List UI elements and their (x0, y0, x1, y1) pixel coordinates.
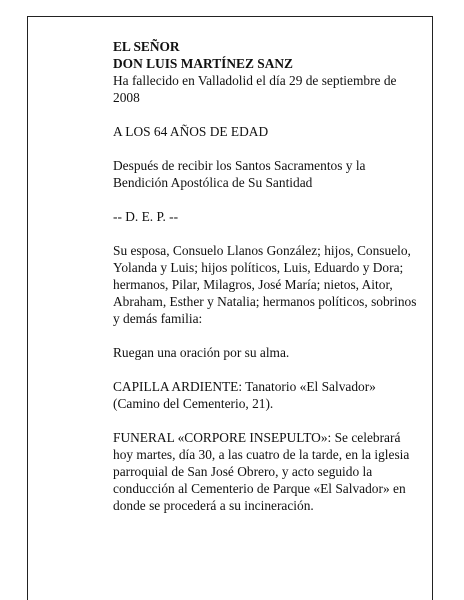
obituary-notice (113, 38, 423, 531)
death-statement: Ha fallecido en Valladolid el día 29 de septiembre de 2008 (113, 73, 397, 105)
deceased-block (113, 38, 423, 106)
sacraments-line: Después de recibir los Santos Sacramentos y la Bendición Apostólica de Su Santidad (113, 158, 366, 190)
deceased-name: DON LUIS MARTÍNEZ SANZ (113, 56, 293, 71)
page-border-right (432, 16, 433, 600)
page-border-left (27, 16, 28, 600)
age-line: A LOS 64 AÑOS DE EDAD (113, 124, 269, 139)
chapel-info: CAPILLA ARDIENTE: Tanatorio «El Salvador» (Camino del Cementerio, 21). (113, 379, 376, 411)
prayer-request: Ruegan una oración por su alma. (113, 345, 290, 360)
rip-line: -- D. E. P. -- (113, 209, 179, 224)
deceased-title: EL SEÑOR (113, 39, 180, 54)
funeral-info: FUNERAL «CORPORE INSEPULTO»: Se celebrará hoy martes, día 30, a las cuatro de la tarde, en la iglesia parroquial de San José Obrero, y acto seguido la conducción al Cementerio de Parque «El Salvador» en donde se procederá a su incineración. (113, 430, 410, 513)
page-border-top (27, 16, 433, 17)
family-list: Su esposa, Consuelo Llanos González; hijos, Consuelo, Yolanda y Luis; hijos políticos, Luis, Eduardo y Dora; hermanos, Pilar, Milagros, José María; nietos, Aitor, Abraham, Esther y Natalia; hermanos políticos, sobrinos y demás familia: (113, 243, 417, 326)
